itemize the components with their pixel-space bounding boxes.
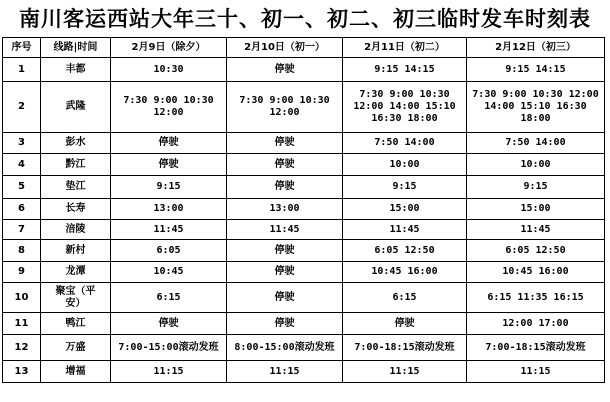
feb12-times: 7:50 14:00 xyxy=(467,133,605,154)
route-name: 龙潭 xyxy=(41,262,111,283)
table-row xyxy=(3,361,605,383)
table-row xyxy=(3,220,605,240)
route-name: 长寿 xyxy=(41,199,111,220)
header-no: 序号 xyxy=(3,38,41,58)
row-number: 12 xyxy=(3,335,41,361)
table-row xyxy=(3,199,605,220)
row-number: 13 xyxy=(3,361,41,383)
feb12-times: 7:00-18:15滚动发班 xyxy=(467,335,605,361)
feb11-times: 6:05 12:50 xyxy=(343,240,467,262)
route-name: 彭水 xyxy=(41,133,111,154)
row-number: 11 xyxy=(3,313,41,335)
row-number: 3 xyxy=(3,133,41,154)
feb9-times: 停驶 xyxy=(111,133,227,154)
feb9-times: 7:00-15:00滚动发班 xyxy=(111,335,227,361)
feb10-times: 7:30 9:00 10:30 12:00 xyxy=(227,82,343,133)
feb10-times: 11:45 xyxy=(227,220,343,240)
feb9-times: 13:00 xyxy=(111,199,227,220)
feb9-times: 停驶 xyxy=(111,154,227,176)
route-name: 黔江 xyxy=(41,154,111,176)
feb10-times: 停驶 xyxy=(227,154,343,176)
feb9-times: 停驶 xyxy=(111,313,227,335)
feb12-times: 6:05 12:50 xyxy=(467,240,605,262)
route-name: 垫江 xyxy=(41,176,111,199)
feb9-times: 11:15 xyxy=(111,361,227,383)
feb9-times: 10:45 xyxy=(111,262,227,283)
feb10-times: 停驶 xyxy=(227,262,343,283)
header-feb11: 2月11日（初二） xyxy=(343,38,467,58)
feb12-times: 6:15 11:35 16:15 xyxy=(467,283,605,313)
table-row xyxy=(3,133,605,154)
header-feb10: 2月10日（初一） xyxy=(227,38,343,58)
row-number: 1 xyxy=(3,58,41,82)
table-row xyxy=(3,58,605,82)
feb11-times: 15:00 xyxy=(343,199,467,220)
feb12-times: 10:45 16:00 xyxy=(467,262,605,283)
feb10-times: 停驶 xyxy=(227,283,343,313)
route-name: 丰都 xyxy=(41,58,111,82)
feb10-times: 13:00 xyxy=(227,199,343,220)
header-route: 线路|时间 xyxy=(41,38,111,58)
route-name: 武隆 xyxy=(41,82,111,133)
feb10-times: 停驶 xyxy=(227,313,343,335)
table-row xyxy=(3,176,605,199)
table-row xyxy=(3,240,605,262)
header-row xyxy=(3,38,605,58)
feb10-times: 停驶 xyxy=(227,133,343,154)
table-row xyxy=(3,154,605,176)
feb12-times: 7:30 9:00 10:30 12:00 14:00 15:10 16:30 18:00 xyxy=(467,82,605,133)
feb10-times: 8:00-15:00滚动发班 xyxy=(227,335,343,361)
row-number: 7 xyxy=(3,220,41,240)
row-number: 5 xyxy=(3,176,41,199)
feb12-times: 11:15 xyxy=(467,361,605,383)
feb12-times: 11:45 xyxy=(467,220,605,240)
feb10-times: 停驶 xyxy=(227,176,343,199)
page-title: 南川客运西站大年三十、初一、初二、初三临时发车时刻表 xyxy=(19,6,591,31)
row-number: 2 xyxy=(3,82,41,133)
feb11-times: 6:15 xyxy=(343,283,467,313)
table-row xyxy=(3,262,605,283)
row-number: 9 xyxy=(3,262,41,283)
table-row xyxy=(3,82,605,133)
feb12-times: 9:15 14:15 xyxy=(467,58,605,82)
feb9-times: 6:15 xyxy=(111,283,227,313)
schedule-table xyxy=(2,37,605,383)
header-feb9: 2月9日（除夕） xyxy=(111,38,227,58)
route-name: 聚宝（平 安） xyxy=(41,283,111,313)
row-number: 4 xyxy=(3,154,41,176)
feb11-times: 10:00 xyxy=(343,154,467,176)
feb9-times: 9:15 xyxy=(111,176,227,199)
feb11-times: 10:45 16:00 xyxy=(343,262,467,283)
feb10-times: 11:15 xyxy=(227,361,343,383)
feb11-times: 9:15 xyxy=(343,176,467,199)
row-number: 6 xyxy=(3,199,41,220)
row-number: 8 xyxy=(3,240,41,262)
feb10-times: 停驶 xyxy=(227,58,343,82)
feb11-times: 7:30 9:00 10:30 12:00 14:00 15:10 16:30 18:00 xyxy=(343,82,467,133)
feb11-times: 停驶 xyxy=(343,313,467,335)
table-row xyxy=(3,283,605,313)
route-name: 增福 xyxy=(41,361,111,383)
route-name: 鸭江 xyxy=(41,313,111,335)
feb12-times: 9:15 xyxy=(467,176,605,199)
route-name: 万盛 xyxy=(41,335,111,361)
feb11-times: 9:15 14:15 xyxy=(343,58,467,82)
feb12-times: 15:00 xyxy=(467,199,605,220)
feb11-times: 11:45 xyxy=(343,220,467,240)
feb9-times: 6:05 xyxy=(111,240,227,262)
feb9-times: 10:30 xyxy=(111,58,227,82)
feb10-times: 停驶 xyxy=(227,240,343,262)
feb11-times: 7:50 14:00 xyxy=(343,133,467,154)
feb11-times: 7:00-18:15滚动发班 xyxy=(343,335,467,361)
feb12-times: 10:00 xyxy=(467,154,605,176)
table-row xyxy=(3,335,605,361)
table-row xyxy=(3,313,605,335)
feb12-times: 12:00 17:00 xyxy=(467,313,605,335)
feb11-times: 11:15 xyxy=(343,361,467,383)
header-feb12: 2月12日（初三） xyxy=(467,38,605,58)
route-name: 涪陵 xyxy=(41,220,111,240)
feb9-times: 11:45 xyxy=(111,220,227,240)
feb9-times: 7:30 9:00 10:30 12:00 xyxy=(111,82,227,133)
row-number: 10 xyxy=(3,283,41,313)
route-name: 新村 xyxy=(41,240,111,262)
